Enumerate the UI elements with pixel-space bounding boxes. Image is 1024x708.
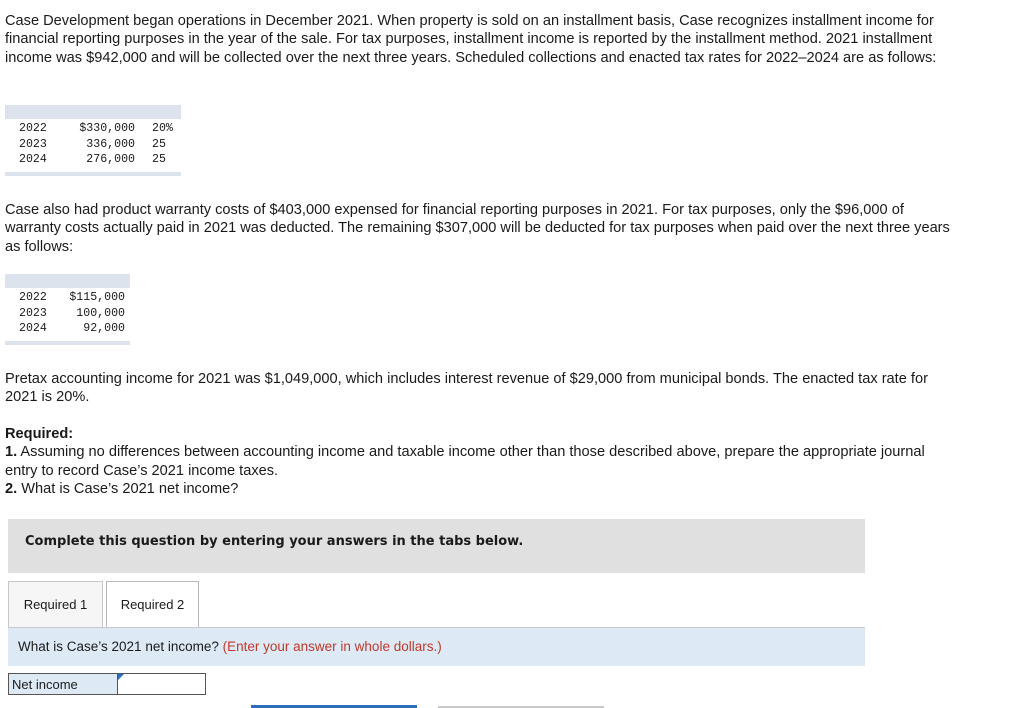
amount-cell: 92,000 bbox=[83, 322, 125, 335]
question-text: What is Case’s 2021 net income? bbox=[18, 639, 219, 654]
year-cell: 2023 bbox=[19, 137, 47, 151]
table-header-bar bbox=[5, 274, 130, 288]
table-row bbox=[5, 306, 125, 322]
amount-cell: 100,000 bbox=[76, 306, 125, 320]
input-marker-icon bbox=[118, 674, 124, 680]
banner-text: Complete this question by entering your answers in the tabs below. bbox=[25, 534, 524, 549]
table-header-bar bbox=[5, 105, 181, 119]
rate-cell: 25 bbox=[152, 137, 166, 151]
year-cell: 2023 bbox=[19, 306, 47, 320]
amount-cell: $115,000 bbox=[69, 291, 125, 304]
required-item-2 bbox=[5, 480, 955, 498]
table-row bbox=[5, 121, 173, 137]
tab-required-1[interactable]: Required 1 bbox=[8, 581, 103, 627]
table-row bbox=[5, 321, 125, 337]
item-number: 1. bbox=[5, 444, 18, 461]
problem-paragraph-3: Pretax accounting income for 2021 was $1,049,000, which includes interest revenue of $29,000 from municipal bonds. The enacted tax rate for 2021 is 20%. bbox=[5, 371, 928, 406]
table-footer-bar bbox=[5, 172, 181, 176]
tab-required-2[interactable]: Required 2 bbox=[106, 581, 199, 627]
item-number: 2. bbox=[5, 481, 18, 498]
table-row bbox=[5, 137, 173, 153]
table-row bbox=[5, 290, 125, 306]
year-cell: 2022 bbox=[19, 122, 47, 135]
item-text: What is Case’s 2021 net income? bbox=[17, 481, 239, 498]
amount-cell: $330,000 bbox=[79, 122, 135, 135]
rate-cell: 25 bbox=[152, 153, 166, 166]
warranty-table bbox=[5, 290, 125, 337]
question-hint: (Enter your answer in whole dollars.) bbox=[222, 639, 442, 654]
collections-table bbox=[5, 121, 173, 168]
net-income-input[interactable] bbox=[118, 673, 206, 695]
net-income-label: Net income bbox=[8, 673, 118, 695]
rate-cell: 20% bbox=[152, 122, 173, 135]
item-text: Assuming no differences between accounting income and taxable income other than those described above, prepare the appropriate journal entry to record Case’s 2021 income taxes. bbox=[5, 444, 925, 479]
year-cell: 2024 bbox=[19, 153, 47, 166]
table-row bbox=[5, 152, 173, 168]
question-line bbox=[18, 639, 442, 654]
problem-paragraph-1: Case Development began operations in December 2021. When property is sold on an installment basis, Case recognizes installment income for financial reporting purposes in the year of the sale. For tax purposes, installment income is reported by the installment method. 2021 installment income was $942,000 and will be collected over the next three years. Scheduled collections and enacted tax rates for 2022–2024 are as follows: bbox=[5, 13, 937, 66]
required-item-1 bbox=[5, 443, 955, 480]
amount-cell: 276,000 bbox=[86, 153, 135, 166]
year-cell: 2024 bbox=[19, 322, 47, 335]
required-heading: Required: bbox=[5, 426, 74, 442]
year-cell: 2022 bbox=[19, 291, 47, 304]
table-footer-bar bbox=[5, 341, 130, 345]
instructions-banner bbox=[8, 519, 865, 573]
question-prompt bbox=[8, 628, 865, 666]
required-section bbox=[5, 425, 955, 499]
problem-paragraph-2: Case also had product warranty costs of $403,000 expensed for financial reporting purposes in 2021. For tax purposes, only the $96,000 of warranty costs actually paid in 2021 was deducted. The remaining $307,000 will be deducted for tax purposes when paid over the next three years as follows: bbox=[5, 202, 950, 255]
amount-cell: 336,000 bbox=[86, 137, 135, 151]
